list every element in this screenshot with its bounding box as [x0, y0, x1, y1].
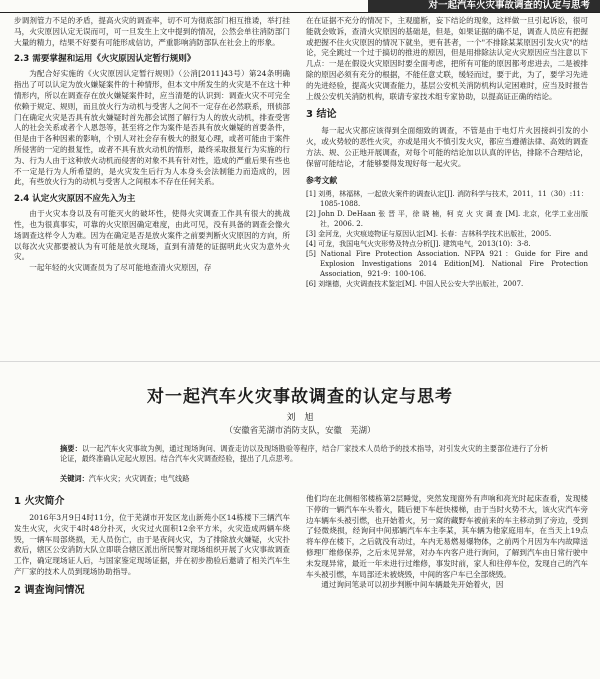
reference-item: [1] 刘勇，林福林，一起放火案件的调查认定[J]. 消防科学与技术，2011，11（30）:11：1085-1088.	[306, 190, 588, 209]
paragraph: 由于火灾本身以及有可能灭火的破坏性，使得火灾调查工作具有很大的挑战性，也为很真事实，可靠的火灾原因确定难度，由此可见，没有具备的调查会像火场调查这样令人为难。因为在确定是否是放火案件之前要判断火灾原因的方向，所以每次火灾都要被认为有可能是放火现场，直到有清楚的证据明此火灾为意外火灾。	[14, 209, 290, 262]
page-divider	[0, 361, 600, 362]
reference-item: [5] National Fire Protection Association. NFPA 921：Guide for Fire and Explosion Investigations 2014 Edition[M]. National Fire Protection Association，921-9：100-106.	[306, 250, 588, 279]
references-list	[306, 189, 588, 289]
references-heading: 参考文献	[306, 175, 338, 185]
article-affiliation: （安徽省芜湖市消防支队，安徽 芜湖）	[224, 425, 376, 435]
reference-item: [6] 刘继德，火灾调查技术鉴定[M]. 中国人民公安大学出版社，2007.	[306, 280, 524, 289]
paragraph: 每一起火灾都应该得到全面细致的调查，不管是由于电灯片火因接纠引发的小火，或火势较的恶性火灾，亦或是用火不慎引发火灾，都应当遵循法律、高效的调查方法、规、公正地开展调查，对每个可能的结论加以认真的评估，排除不合理结论，保留可能结论，才能够要得发现好每一起火灾。	[306, 126, 588, 168]
abstract-text: 以一起汽车火灾事故为例，通过现场询问、调查走访以及现场勘验等程序，结合厂家技术人员给予的技术指导，对引发火灾的主要部位进行了分析论证，最终准确认定起火原因。结合汽车火灾调查经验，提出了几点思考。	[60, 444, 548, 464]
keywords-text: 汽车火灾；火灾调查；电气线路	[88, 474, 190, 483]
paragraph: 步调剂管力不足的矛盾，提高火灾的调查率，切不可为彻底部门相互推诿，举打挂马，火灾原因认定无误而可，可一旦发生上文中提到的情况，公然会单往消防部门大量的精力，结果不好要有可能形成信访，严重影响消防部队在社会上的形象。	[14, 16, 290, 47]
reference-item: [4] 可龙，我国电气火灾形势及特点分析[J]. 建筑电气，2013(10)：3-8.	[306, 240, 531, 249]
abstract-label: 摘要：	[60, 444, 82, 453]
section-heading-2-3: 2.3 需要掌握和运用《火灾原因认定暂行规则》	[14, 54, 196, 65]
reference-item: [2] John D. DeHaan 张 晋 平，徐 晓 楠，柯 克 火 灾 调 查 [M]. 北京，化学工业出版社，2006. 2.	[306, 210, 588, 229]
header-rule	[0, 12, 600, 13]
bottom-left-column	[14, 492, 290, 602]
reference-item: [3] 金河龙，火灾痕迹物证与原因认定[M]. 长春：吉林科学技术出版社，2005.	[306, 230, 552, 239]
top-left-column	[14, 16, 290, 274]
section-heading-2-4: 2.4 认定火灾原因不应先入为主	[14, 194, 136, 205]
running-header: 对一起汽车火灾事故调查的认定与思考	[368, 0, 600, 12]
paragraph: 在在证据不充分的情况下，主观臆断，妄下结论的现象，这样做一旦引起诉讼，很可能就会败诉，查清火灾原因的基础是，但是，如果证据的确不足，调查人员应有把握或把握不住火灾原因的情况下就坐，更有甚者，一个"不排除某某原因引发火灾"的结论，完全跳过一个过于搞切的推进的原因，但是用排除法认定火灾原因应当注意以下几点：一是在假设火灾原因时要全面考虑，把所有可能的原因都考虑进去，二是被排除的原因必须有充分的根据，不能任意丈联，缓轻而过，要于此，为了，要学习先进的先进经验，提高火灾调查能力，基层公安机关消防机构认定困难时，应当及时报告上级公安机关消防机构，联请专家技术组专家协助，以提高证正确的结论。	[306, 16, 588, 101]
article-author: 刘 旭	[286, 413, 314, 423]
keywords-label: 关键词：	[60, 474, 89, 483]
paragraph: 通过询问笔录可以初步判断中间车辆最先开始着火，因	[321, 580, 504, 590]
bottom-right-column	[306, 494, 588, 591]
top-right-column	[306, 16, 588, 289]
paragraph: 他们均在北侧相邻楼栋第2层睡觉，突然发现窗外有声响和亮光时起床查看，发现楼下停的一辆汽车车头着火，随后便下车赶快楼梯，由于当时火势不大，该火灾汽车旁边车辆车头被引燃，也开始着火，另一窝的藏野车被前来的车主移动到了旁边，受到了轻微烧损，经询问中间那辆汽车车主李某，其车辆为他家庭用车，在当天上19点将车停在楼下，之后就没有动过，车内无易燃易爆物体，之前两个月因为车内故障送修理厂维修保养，之后未见异常，对办车内客户进行询问，了解到汽车由日常行驶中未发现异常，最近一年未进行过维修，事发时前，家人和往停车位，发现自己的汽车车头被引燃，车局部还未被烧毁，中间的客户车已全部烧毁。	[306, 494, 588, 579]
paragraph: 2016年3月9日4时11分，位于芜湖市开发区龙山新苑小区14栋楼下三辆汽车发生火灾，火灾于4时48分扑灭，火灾过火面积12余平方米，火灾造成两辆车烧毁，一辆车局部烧损，无人员伤亡，由于是夜间火灾，为了排除放火嫌疑，火灾扑救后，辖区公安消防大队立即联合辖区派出所民警对现场组织开展了火灾事故调查工作，确定现场证人后，与国家鉴定现场证据，并在初步勘验后邀请了相关汽车生产厂家的技术人员到现场协助指导。	[14, 513, 290, 576]
article-title: 对一起汽车火灾事故调查的认定与思考	[147, 387, 453, 407]
paragraph: 一起年轻的火灾调查员为了尽可能地查清火灾原因，存	[29, 263, 212, 273]
section-heading-3: 3 结论	[306, 109, 337, 121]
paragraph: 为配合好实施的《火灾原因认定暂行规则》（公消[2011]43号）第24条明确指出了可以认定为放火嫌疑案件的十种情形，但本文中所发生的火灾是不在这十种情形内，所以在调查存在放火嫌疑案件时，应当清楚的认识到：调查火灾不可完全依赖于规定、规则，而且放火行为动机与受害人之间不一定存在必然联系，刑侦部门在确定火灾是否具有放火嫌疑时首先都会试图了解行为人的放火动机，排查受害人的社会关系或者个人恩怨等，甚至将之作为案件是否具有放火嫌疑的首要条件，但是由于各种因素的影响，个别人对社会存有极大的报复心理，或者可能由于案件所侵害的一定的报复性，或者不具有放火动机的情形，最终采取报复行为实施的行为、行为人由于这种放火动机而侵害的对象不具有针对性，造成的严重后果有些也不一定是行为人所希望的，是火灾发生后行为人本身头会法制能力而造成的，因此，有些放火行为的动机与受害人之间根本不存在任何关系。	[14, 69, 290, 187]
section-heading-2: 2 调查询问情况	[14, 584, 85, 596]
abstract	[60, 444, 548, 465]
keywords	[60, 474, 548, 484]
section-heading-1: 1 火灾简介	[14, 496, 65, 507]
